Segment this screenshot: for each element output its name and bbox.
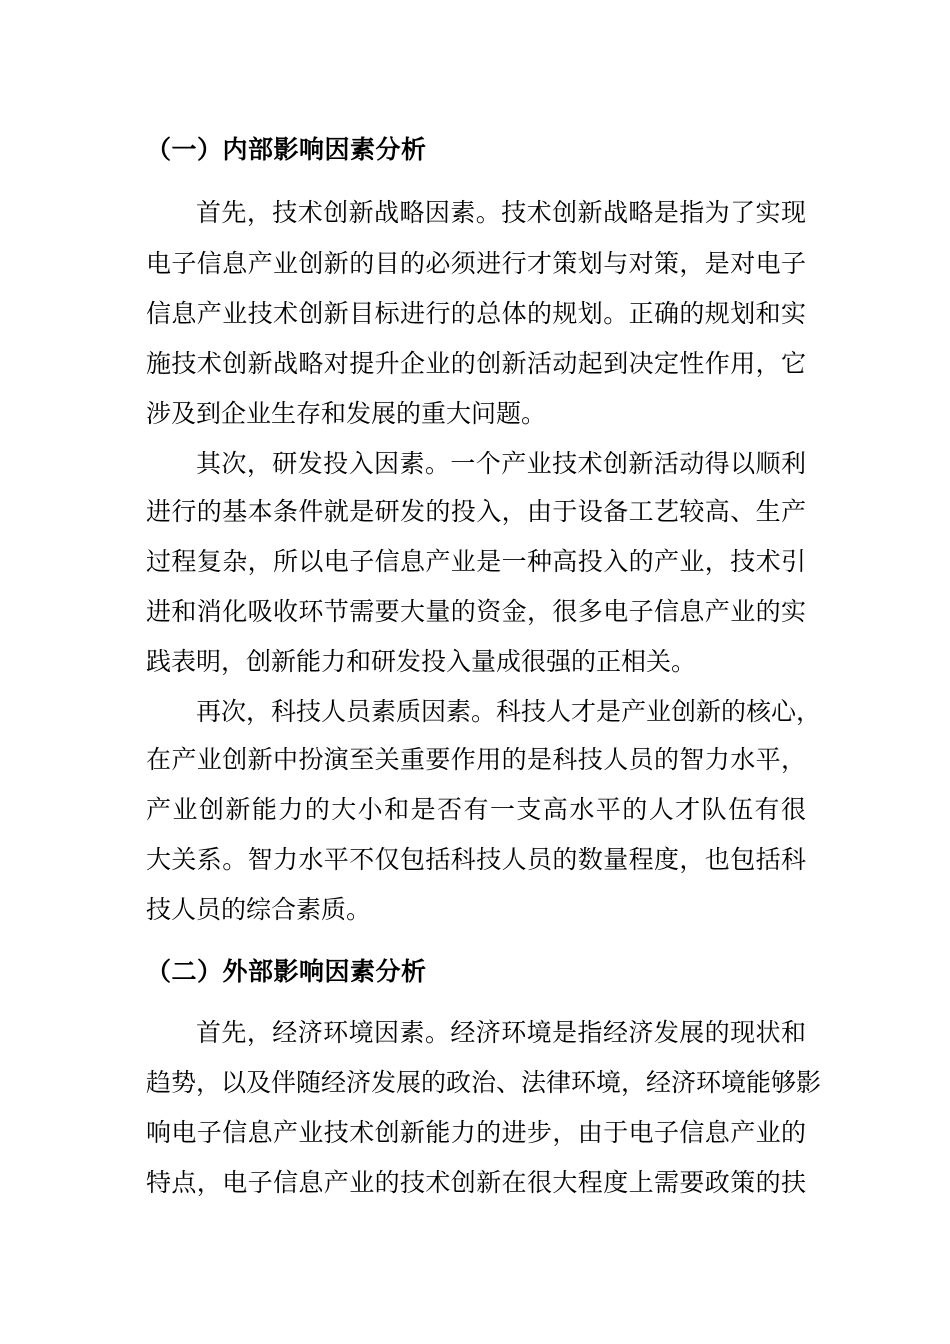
section-heading-internal: （一）内部影响因素分析 — [146, 135, 427, 164]
text-line: 过程复杂，所以电子信息产业是一种高投入的产业，技术引 — [146, 547, 806, 576]
text-line: 技人员的综合素质。 — [146, 895, 372, 924]
text-line: 首先，经济环境因素。经济环境是指经济发展的现状和 — [196, 1018, 806, 1047]
text-line: 首先，技术创新战略因素。技术创新战略是指为了实现 — [196, 198, 806, 227]
text-line: 进行的基本条件就是研发的投入，由于设备工艺较高、生产 — [146, 497, 806, 526]
text-line: 产业创新能力的大小和是否有一支高水平的人才队伍有很 — [146, 795, 806, 824]
text-line: 趋势，以及伴随经济发展的政治、法律环境，经济环境能够影 — [146, 1068, 822, 1097]
text-line: 电子信息产业创新的目的必须进行才策划与对策，是对电子 — [146, 249, 806, 278]
text-line: 涉及到企业生存和发展的重大问题。 — [146, 399, 547, 428]
text-line: 践表明，创新能力和研发投入量成很强的正相关。 — [146, 647, 697, 676]
text-line: 信息产业技术创新目标进行的总体的规划。正确的规划和实 — [146, 299, 806, 328]
text-line: 施技术创新战略对提升企业的创新活动起到决定性作用，它 — [146, 349, 806, 378]
text-line: 在产业创新中扮演至关重要作用的是科技人员的智力水平， — [146, 745, 806, 774]
text-line: 其次，研发投入因素。一个产业技术创新活动得以顺利 — [196, 449, 806, 478]
section-heading-external: （二）外部影响因素分析 — [146, 957, 427, 986]
text-line: 再次，科技人员素质因素。科技人才是产业创新的核心， — [196, 697, 822, 726]
text-line: 大关系。智力水平不仅包括科技人员的数量程度，也包括科 — [146, 845, 806, 874]
text-line: 特点，电子信息产业的技术创新在很大程度上需要政策的扶 — [146, 1168, 806, 1197]
text-line: 进和消化吸收环节需要大量的资金，很多电子信息产业的实 — [146, 597, 806, 626]
text-line: 响电子信息产业技术创新能力的进步，由于电子信息产业的 — [146, 1118, 806, 1147]
